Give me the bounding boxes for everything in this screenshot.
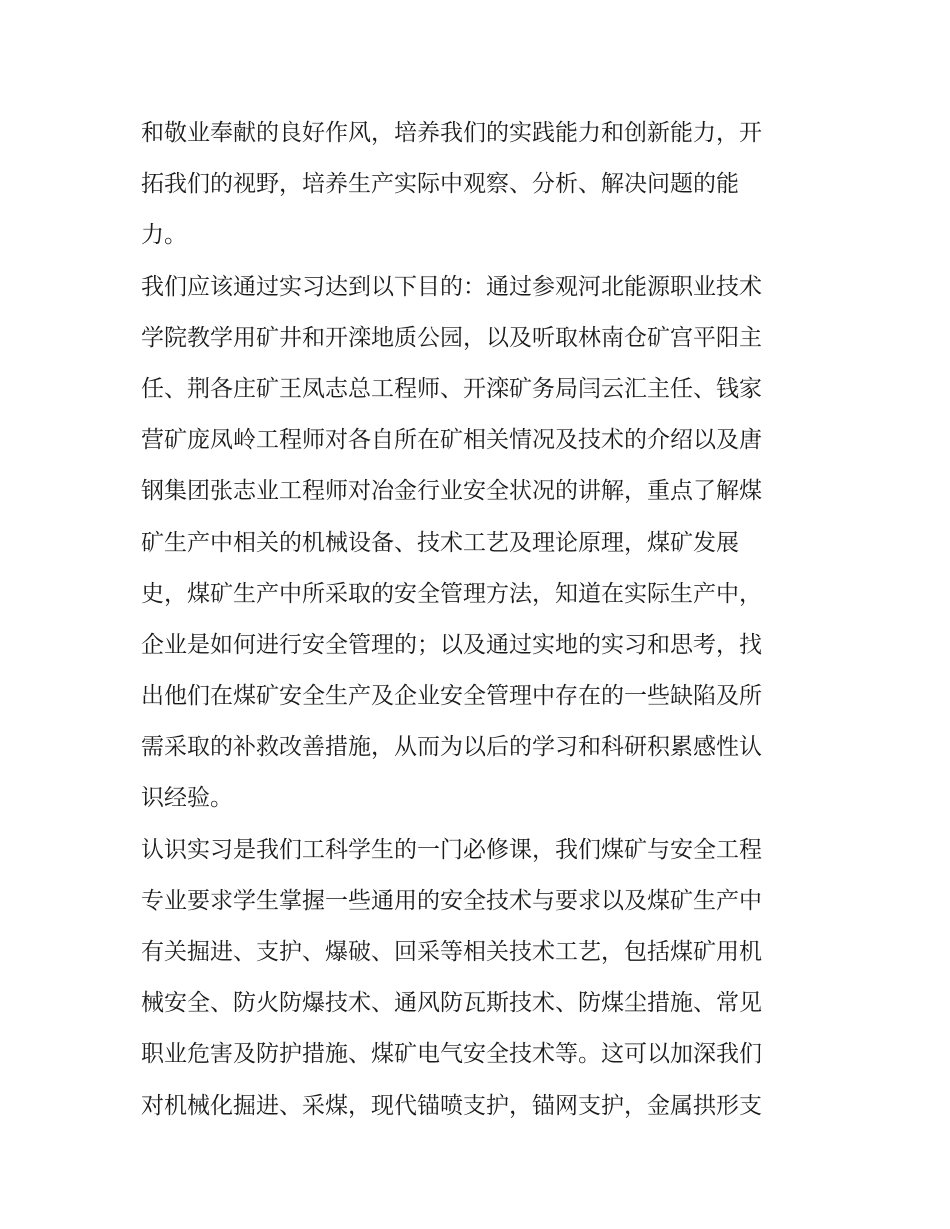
body-text xyxy=(141,108,821,1132)
text-line: 史，煤矿生产中所采取的安全管理方法，知道在实际生产中， xyxy=(141,580,762,607)
text-line: 出他们在煤矿安全生产及企业安全管理中存在的一些缺陷及所 xyxy=(141,683,762,710)
text-line: 企业是如何进行安全管理的；以及通过实地的实习和思考，找 xyxy=(141,631,762,658)
text-line: 营矿庞凤岭工程师对各自所在矿相关情况及技术的介绍以及唐 xyxy=(141,427,762,454)
text-line: 专业要求学生掌握一些通用的安全技术与要求以及煤矿生产中 xyxy=(141,887,762,914)
text-line: 职业危害及防护措施、煤矿电气安全技术等。这可以加深我们 xyxy=(141,1041,762,1068)
text-line: 认识实习是我们工科学生的一门必修课，我们煤矿与安全工程 xyxy=(141,836,762,863)
text-line: 我们应该通过实习达到以下目的：通过参观河北能源职业技术 xyxy=(141,273,762,300)
text-line: 识经验。 xyxy=(141,785,233,812)
text-line: 任、荆各庄矿王凤志总工程师、开滦矿务局闫云汇主任、钱家 xyxy=(141,375,762,402)
text-line: 学院教学用矿井和开滦地质公园，以及听取林南仓矿宫平阳主 xyxy=(141,324,762,351)
text-line: 钢集团张志业工程师对冶金行业安全状况的讲解，重点了解煤 xyxy=(141,478,762,505)
text-line: 对机械化掘进、采煤，现代锚喷支护，锚网支护，金属拱形支 xyxy=(141,1092,762,1119)
text-line: 械安全、防火防爆技术、通风防瓦斯技术、防煤尘措施、常见 xyxy=(141,990,762,1017)
text-line: 拓我们的视野，培养生产实际中观察、分析、解决问题的能 xyxy=(141,171,739,198)
text-line: 力。 xyxy=(141,222,187,249)
text-line: 矿生产中相关的机械设备、技术工艺及理论原理，煤矿发展 xyxy=(141,529,739,556)
text-line: 需采取的补救改善措施，从而为以后的学习和科研积累感性认 xyxy=(141,734,762,761)
text-line: 和敬业奉献的良好作风，培养我们的实践能力和创新能力，开 xyxy=(141,120,762,146)
text-line: 有关掘进、支护、爆破、回采等相关技术工艺，包括煤矿用机 xyxy=(141,939,762,965)
